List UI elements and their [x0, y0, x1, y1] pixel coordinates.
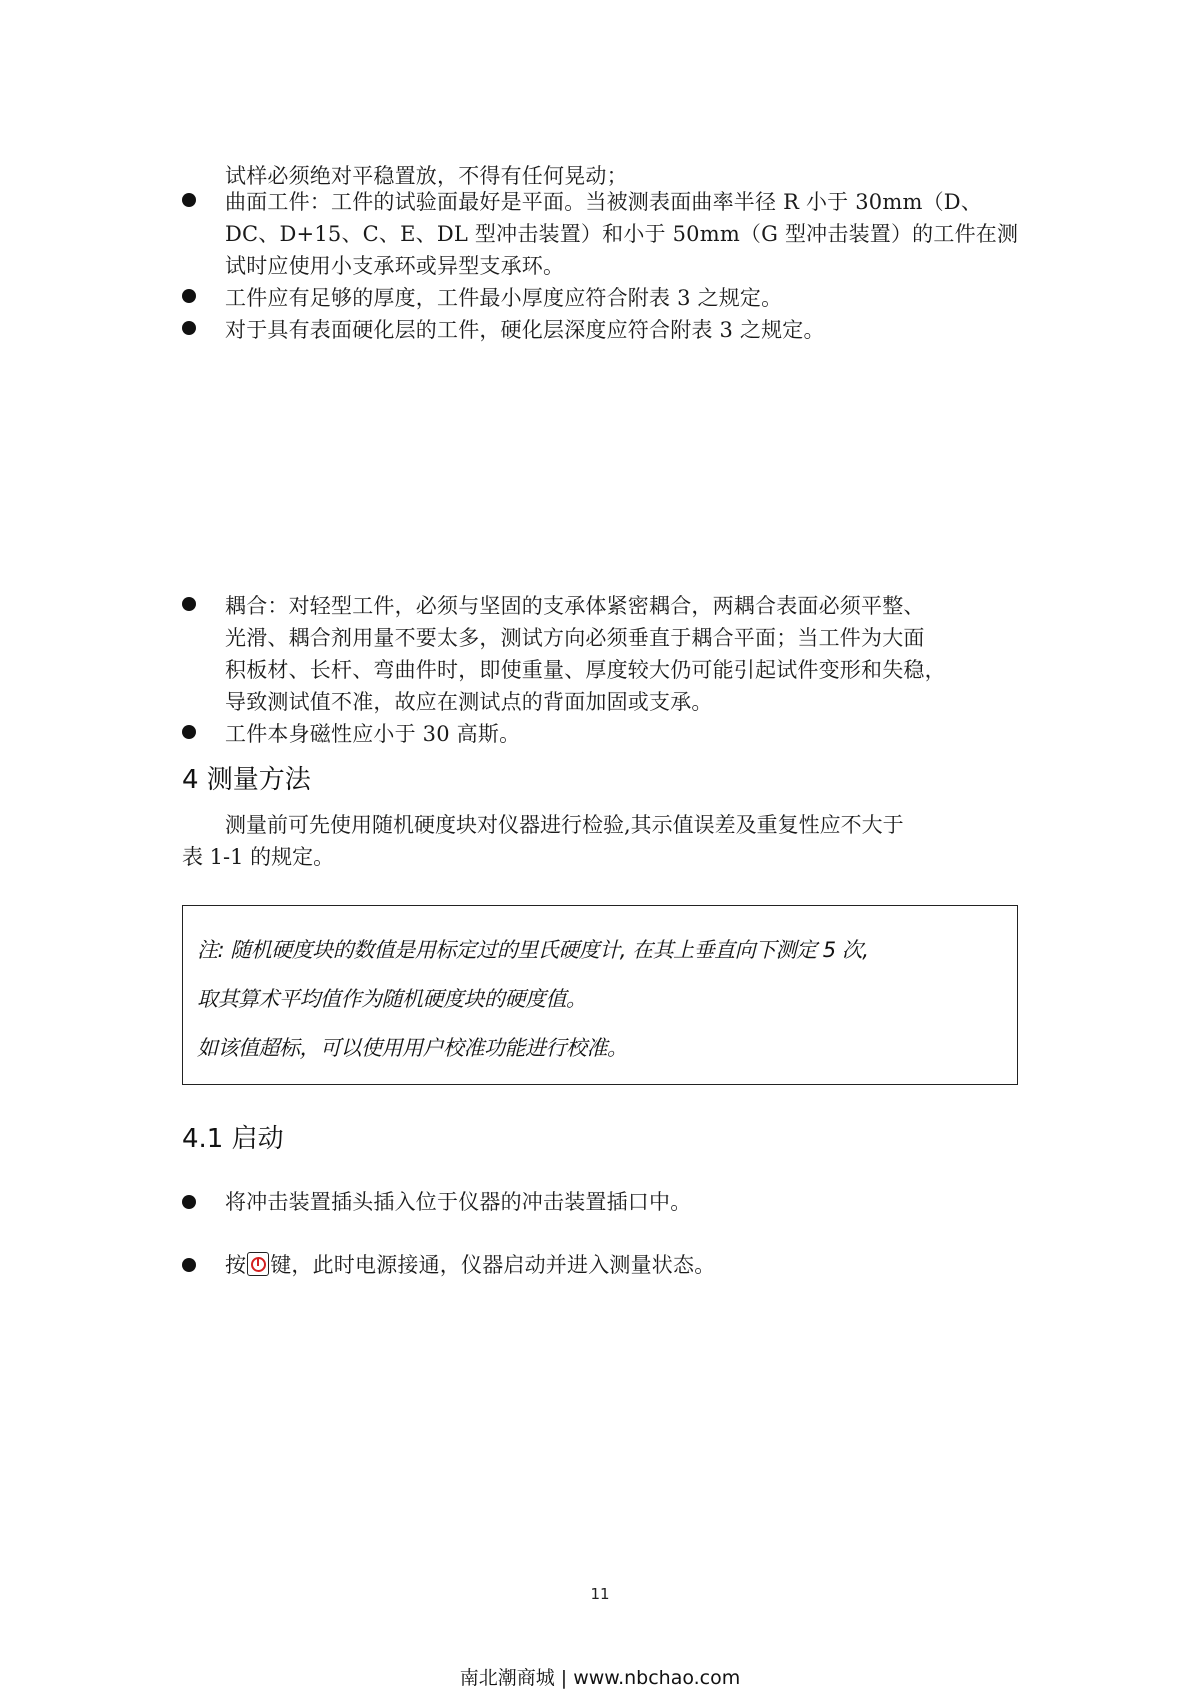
list-item-line: [225, 1249, 715, 1281]
list-item-line: 将冲击装置插头插入位于仪器的冲击装置插口中。: [225, 1190, 692, 1214]
section-heading: 4 测量方法: [182, 765, 311, 795]
bullet-dot: [182, 597, 196, 611]
note-line: 取其算术平均值作为随机硬度块的硬度值。: [197, 987, 587, 1011]
paragraph-line: 测量前可先使用随机硬度块对仪器进行检验,其示值误差及重复性应不大于: [225, 813, 904, 837]
note-box: [182, 905, 1018, 1085]
list-item-line: 导致测试值不准，故应在测试点的背面加固或支承。: [225, 690, 713, 714]
list-item-line: 耦合：对轻型工件，必须与坚固的支承体紧密耦合，两耦合表面必须平整、: [225, 594, 925, 618]
list-item-line: 工件本身磁性应小于 30 高斯。: [225, 722, 521, 746]
bullet-dot: [182, 321, 196, 335]
list-item-line: 工件应有足够的厚度，工件最小厚度应符合附表 3 之规定。: [225, 286, 783, 310]
list-item-line: DC、D+15、C、E、DL 型冲击装置）和小于 50mm（G 型冲击装置）的工件在测: [225, 222, 1019, 246]
bullet2-prefix: 按: [225, 1253, 247, 1277]
bullet-dot: [182, 289, 196, 303]
list-item-line: 试时应使用小支承环或异型支承环。: [225, 254, 565, 278]
bullet-dot: [182, 193, 196, 207]
continuation-line: 试样必须绝对平稳置放，不得有任何晃动；: [225, 164, 628, 188]
bullet-dot: [182, 725, 196, 739]
list-item-line: 曲面工件：工件的试验面最好是平面。当被测表面曲率半径 R 小于 30mm（D、: [225, 190, 983, 214]
list-item-line: 对于具有表面硬化层的工件，硬化层深度应符合附表 3 之规定。: [225, 318, 825, 342]
paragraph-line: 表 1-1 的规定。: [182, 845, 335, 869]
list-item-line: 积板材、长杆、弯曲件时，即使重量、厚度较大仍可能引起试件变形和失稳，: [225, 658, 946, 682]
list-item-line: 光滑、耦合剂用量不要太多，测试方向必须垂直于耦合平面；当工件为大面: [225, 626, 925, 650]
footer-watermark: 南北潮商城 | www.nbchao.com: [459, 1667, 741, 1689]
page-number: 11: [590, 1585, 610, 1603]
note-line: 注: 随机硬度块的数值是用标定过的里氏硬度计, 在其上垂直向下测定 5 次,: [197, 938, 869, 962]
note-line: 如该值超标，可以使用用户校准功能进行校准。: [197, 1036, 628, 1060]
bullet2-suffix: 键，此时电源接通，仪器启动并进入测量状态。: [270, 1253, 716, 1277]
bullet-dot: [182, 1195, 196, 1209]
bullet-dot: [182, 1258, 196, 1272]
power-button-icon: [247, 1252, 269, 1276]
subsection-heading: 4.1 启动: [182, 1124, 284, 1154]
